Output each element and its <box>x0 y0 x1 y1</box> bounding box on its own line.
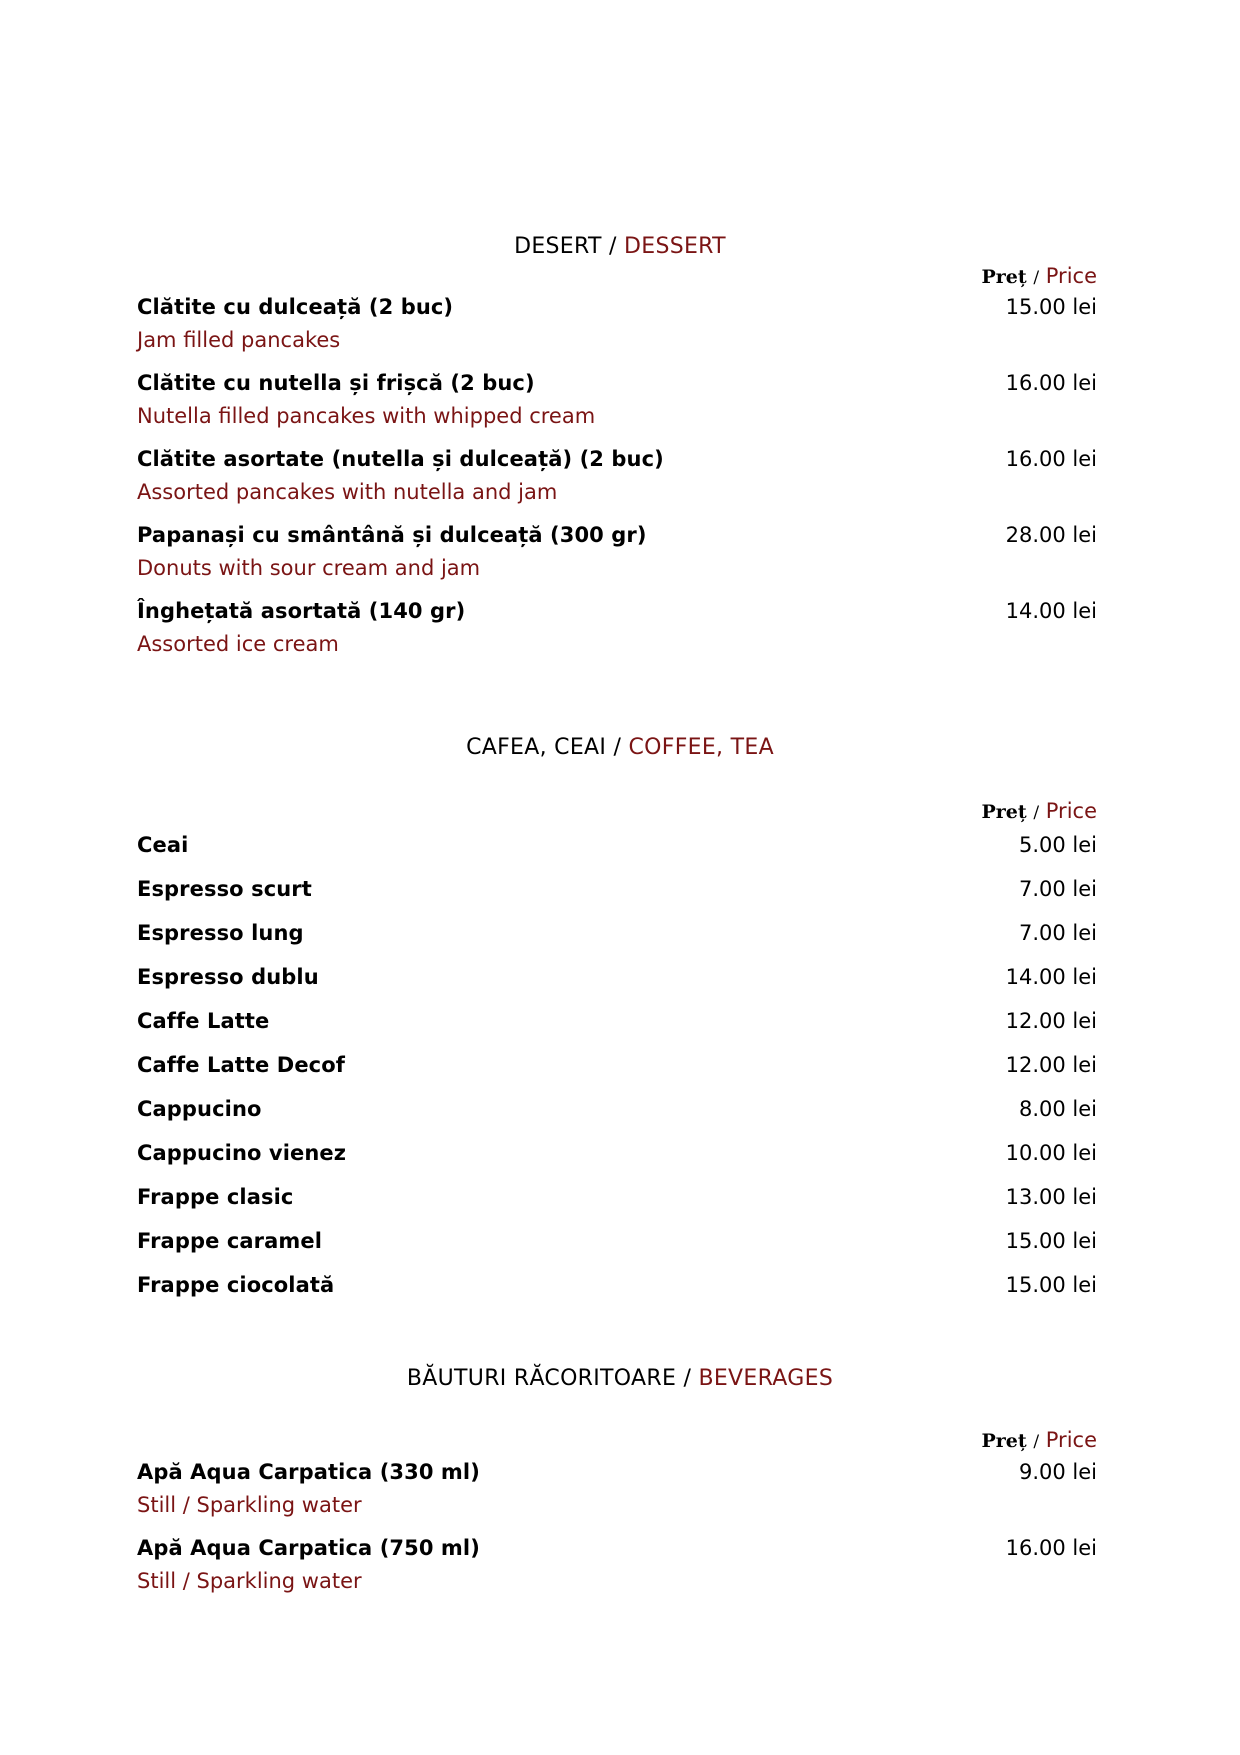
section-title-ro: BĂUTURI RĂCORITOARE / <box>406 1366 692 1391</box>
section-title <box>0 733 1240 763</box>
section-title-ro: CAFEA, CEAI / <box>466 735 622 760</box>
price-header <box>981 799 1097 823</box>
menu-item <box>137 367 1097 443</box>
item-price: 12.00 lei <box>1005 1053 1097 1077</box>
item-name: Clătite asortate (nutella și dulceață) (2 buc) <box>137 447 664 471</box>
menu-item <box>137 1137 1097 1181</box>
item-price: 12.00 lei <box>1005 1009 1097 1033</box>
menu-item <box>137 1456 1097 1532</box>
item-list <box>137 1456 1097 1608</box>
item-price: 16.00 lei <box>1005 1536 1097 1560</box>
item-price: 7.00 lei <box>1018 921 1097 945</box>
menu-item <box>137 1181 1097 1225</box>
section-beverages <box>137 1364 1097 1614</box>
item-price: 15.00 lei <box>1005 295 1097 319</box>
price-header-sep: / <box>1033 803 1040 823</box>
item-price: 5.00 lei <box>1018 833 1097 857</box>
item-description: Nutella filled pancakes with whipped cream <box>137 404 596 428</box>
price-header-sep: / <box>1033 1432 1040 1452</box>
menu-item <box>137 443 1097 519</box>
item-list <box>137 829 1097 1313</box>
item-description: Still / Sparkling water <box>137 1493 362 1517</box>
item-name: Frappe clasic <box>137 1185 294 1209</box>
item-name: Clătite cu dulceață (2 buc) <box>137 295 454 319</box>
price-header <box>981 264 1097 288</box>
item-name: Espresso lung <box>137 921 304 945</box>
item-name: Papanași cu smântână și dulceață (300 gr) <box>137 523 647 547</box>
menu-item <box>137 1049 1097 1093</box>
menu-item <box>137 961 1097 1005</box>
item-price: 8.00 lei <box>1018 1097 1097 1121</box>
item-name: Înghețată asortată (140 gr) <box>137 599 466 623</box>
item-price: 16.00 lei <box>1005 371 1097 395</box>
item-name: Frappe caramel <box>137 1229 323 1253</box>
price-header-en: Price <box>1045 799 1097 823</box>
section-title-en: COFFEE, TEA <box>628 735 774 760</box>
menu-item <box>137 829 1097 873</box>
menu-item <box>137 595 1097 671</box>
item-name: Ceai <box>137 833 189 857</box>
section-coffee-tea <box>137 733 1097 1313</box>
item-name: Cappucino <box>137 1097 262 1121</box>
price-header <box>981 1428 1097 1452</box>
menu-item <box>137 519 1097 595</box>
menu-item <box>137 1093 1097 1137</box>
section-title-en: DESSERT <box>624 234 726 259</box>
section-title-ro: DESERT / <box>514 234 617 259</box>
item-description: Jam filled pancakes <box>137 328 341 352</box>
item-name: Apă Aqua Carpatica (330 ml) <box>137 1460 480 1484</box>
item-name: Caffe Latte <box>137 1009 270 1033</box>
item-price: 28.00 lei <box>1005 523 1097 547</box>
menu-item <box>137 1005 1097 1049</box>
price-header-ro: Preț <box>981 266 1027 288</box>
item-name: Caffe Latte Decof <box>137 1053 345 1077</box>
price-header-ro: Preț <box>981 1430 1027 1452</box>
price-header-sep: / <box>1033 268 1040 288</box>
item-price: 7.00 lei <box>1018 877 1097 901</box>
item-description: Donuts with sour cream and jam <box>137 556 481 580</box>
item-description: Assorted ice cream <box>137 632 339 656</box>
item-price: 15.00 lei <box>1005 1229 1097 1253</box>
section-dessert <box>137 232 1097 672</box>
item-price: 16.00 lei <box>1005 447 1097 471</box>
menu-item <box>137 291 1097 367</box>
item-price: 13.00 lei <box>1005 1185 1097 1209</box>
item-list <box>137 291 1097 671</box>
item-name: Espresso dublu <box>137 965 319 989</box>
item-description: Assorted pancakes with nutella and jam <box>137 480 558 504</box>
section-title <box>0 232 1240 262</box>
price-header-en: Price <box>1045 1428 1097 1452</box>
item-name: Apă Aqua Carpatica (750 ml) <box>137 1536 480 1560</box>
section-title-en: BEVERAGES <box>698 1366 834 1391</box>
menu-item <box>137 1532 1097 1608</box>
menu-item <box>137 1225 1097 1269</box>
menu-item <box>137 873 1097 917</box>
item-price: 9.00 lei <box>1018 1460 1097 1484</box>
price-header-ro: Preț <box>981 801 1027 823</box>
item-price: 14.00 lei <box>1005 965 1097 989</box>
item-name: Frappe ciocolată <box>137 1273 335 1297</box>
item-price: 10.00 lei <box>1005 1141 1097 1165</box>
item-name: Espresso scurt <box>137 877 312 901</box>
item-price: 15.00 lei <box>1005 1273 1097 1297</box>
section-title <box>0 1364 1240 1394</box>
menu-item <box>137 917 1097 961</box>
item-name: Cappucino vienez <box>137 1141 347 1165</box>
item-price: 14.00 lei <box>1005 599 1097 623</box>
price-header-en: Price <box>1045 264 1097 288</box>
item-name: Clătite cu nutella și frișcă (2 buc) <box>137 371 535 395</box>
item-description: Still / Sparkling water <box>137 1569 362 1593</box>
menu-item <box>137 1269 1097 1313</box>
